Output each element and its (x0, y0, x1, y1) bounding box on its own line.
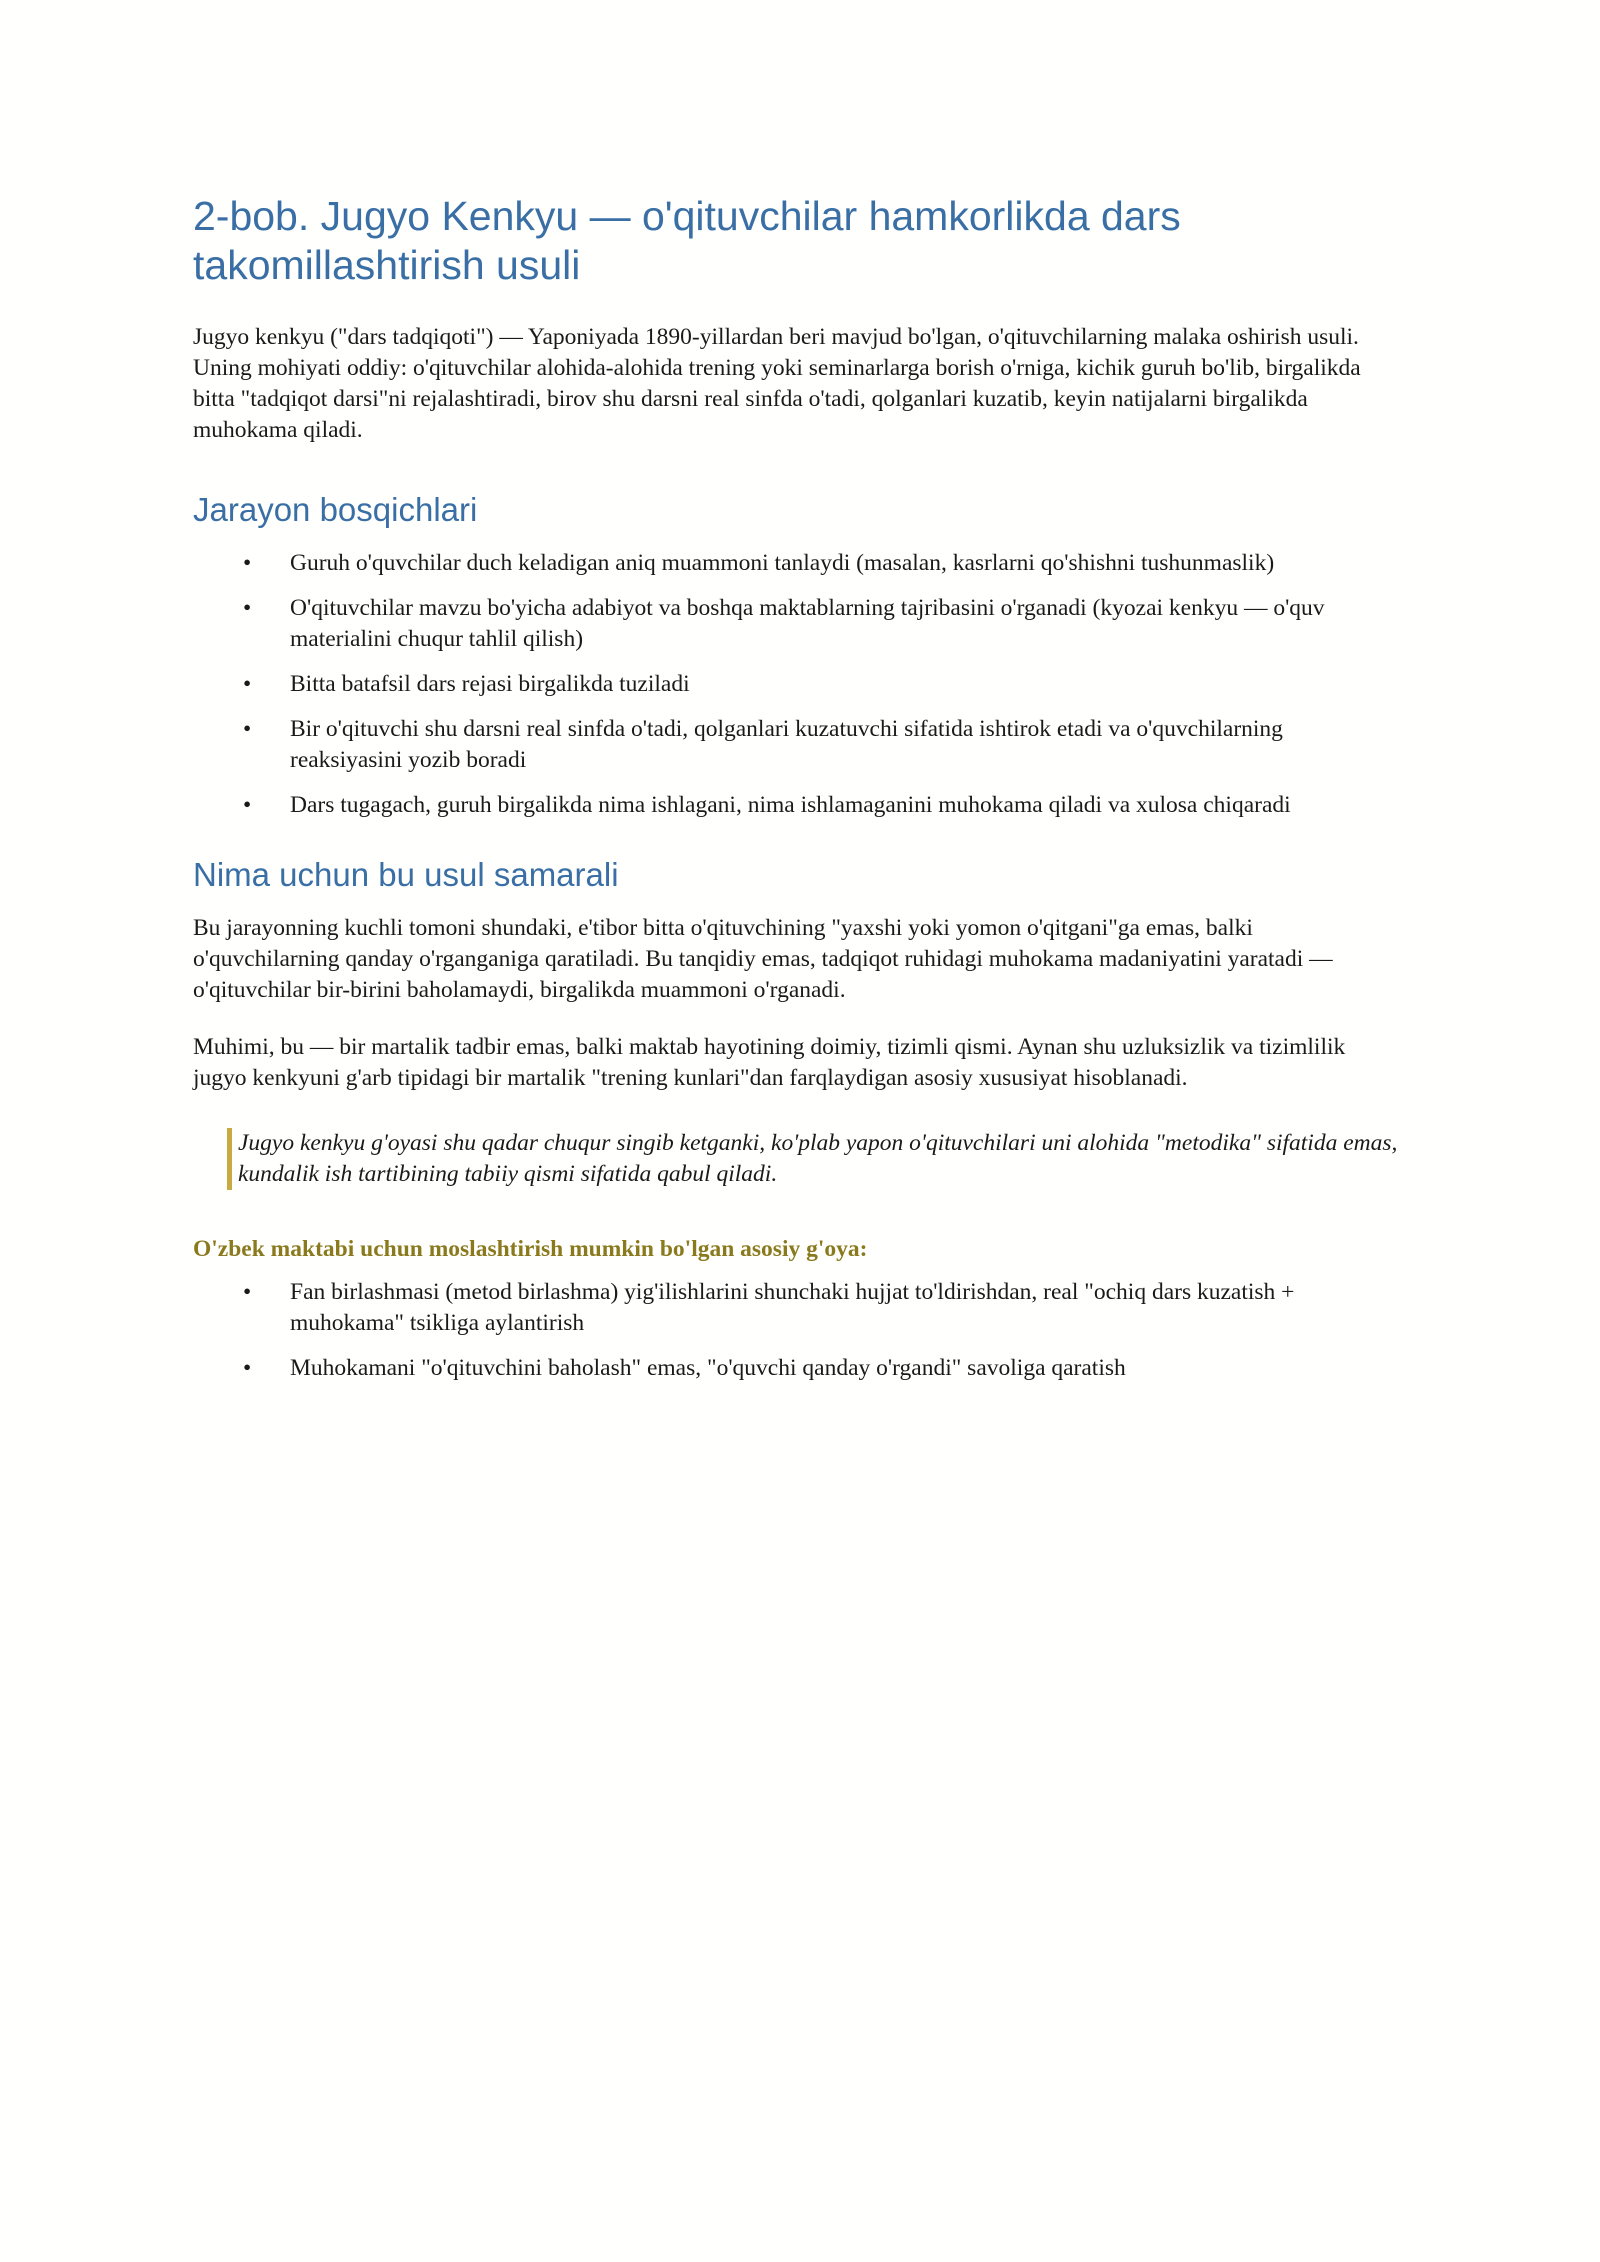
steps-list (193, 548, 1400, 821)
list-item (193, 790, 1400, 821)
chapter-title: 2-bob. Jugyo Kenkyu — o'qituvchilar hamkorlikda dars takomillashtirish usuli (193, 193, 1181, 288)
section-heading-steps: Jarayon bosqichlari (193, 491, 478, 528)
body-paragraph: Muhimi, bu — bir martalik tadbir emas, balki maktab hayotining doimiy, tizimli qismi. Aynan shu uzluksizlik va tizimlilik jugyo kenkyuni g'arb tipidagi bir martalik "trening kunlari"dan farqlaydigan asosiy xususiyat hisoblanadi. (193, 1034, 1346, 1091)
body-paragraph: Bu jarayonning kuchli tomoni shundaki, e'tibor bitta o'qituvchining "yaxshi yoki yomon o'qitgani"ga emas, balki o'quvchilarning qanday o'rganganiga qaratiladi. Bu tanqidiy emas, tadqiqot ruhidagi muhokama madaniyatini yaratadi — o'qituvchilar bir-birini baholamaydi, birgalikda muammoni o'rganadi. (193, 915, 1333, 1003)
bullet-icon: • (243, 550, 252, 576)
list-item (193, 1353, 1400, 1384)
list-item-text: Guruh o'quvchilar duch keladigan aniq muammoni tanlaydi (masalan, kasrlarni qo'shishni tushunmaslik) (290, 550, 1275, 576)
bullet-icon: • (243, 716, 252, 742)
list-item (193, 714, 1400, 776)
adaptation-list (193, 1277, 1400, 1384)
adaptation-subheading: O'zbek maktabi uchun moslashtirish mumkin bo'lgan asosiy g'oya: (193, 1236, 868, 1262)
bullet-icon: • (243, 671, 252, 697)
list-item-text: Bir o'qituvchi shu darsni real sinfda o'tadi, qolganlari kuzatuvchi sifatida ishtirok etadi va o'quvchilarning reaksiyasini yozib boradi (290, 716, 1283, 773)
list-item-text: Muhokamani "o'qituvchini baholash" emas, "o'quvchi qanday o'rgandi" savoliga qaratish (290, 1355, 1126, 1381)
bullet-icon: • (243, 595, 252, 621)
bullet-icon: • (243, 1355, 252, 1381)
bullet-icon: • (243, 1279, 252, 1305)
list-item-text: Dars tugagach, guruh birgalikda nima ishlagani, nima ishlamaganini muhokama qiladi va xulosa chiqaradi (290, 792, 1291, 818)
list-item-text: O'qituvchilar mavzu bo'yicha adabiyot va boshqa maktablarning tajribasini o'rganadi (kyozai kenkyu — o'quv materialini chuqur tahlil qilish) (290, 595, 1325, 652)
list-item-text: Bitta batafsil dars rejasi birgalikda tuziladi (290, 671, 690, 697)
list-item (193, 548, 1400, 579)
list-item (193, 593, 1400, 655)
intro-paragraph: Jugyo kenkyu ("dars tadqiqoti") — Yaponiyada 1890-yillardan beri mavjud bo'lgan, o'qituvchilarning malaka oshirish usuli. Uning mohiyati oddiy: o'qituvchilar alohida-alohida trening yoki seminarlarga borish o'rniga, kichik guruh bo'lib, birgalikda bitta "tadqiqot darsi"ni rejalashtiradi, birov shu darsni real sinfda o'tadi, qolganlari kuzatib, keyin natijalarni birgalikda muhokama qiladi. (193, 324, 1361, 443)
bullet-icon: • (243, 792, 252, 818)
quote-block: Jugyo kenkyu g'oyasi shu qadar chuqur singib ketganki, ko'plab yapon o'qituvchilari uni alohida "metodika" sifatida emas, kundalik ish tartibining tabiiy qismi sifatida qabul qiladi. (227, 1128, 1400, 1190)
list-item-text: Fan birlashmasi (metod birlashma) yig'ilishlarini shunchaki hujjat to'ldirishdan, real "ochiq dars kuzatish + muhokama" tsikliga aylantirish (290, 1279, 1295, 1336)
section-heading-why: Nima uchun bu usul samarali (193, 856, 619, 893)
list-item (193, 1277, 1400, 1339)
list-item (193, 669, 1400, 700)
